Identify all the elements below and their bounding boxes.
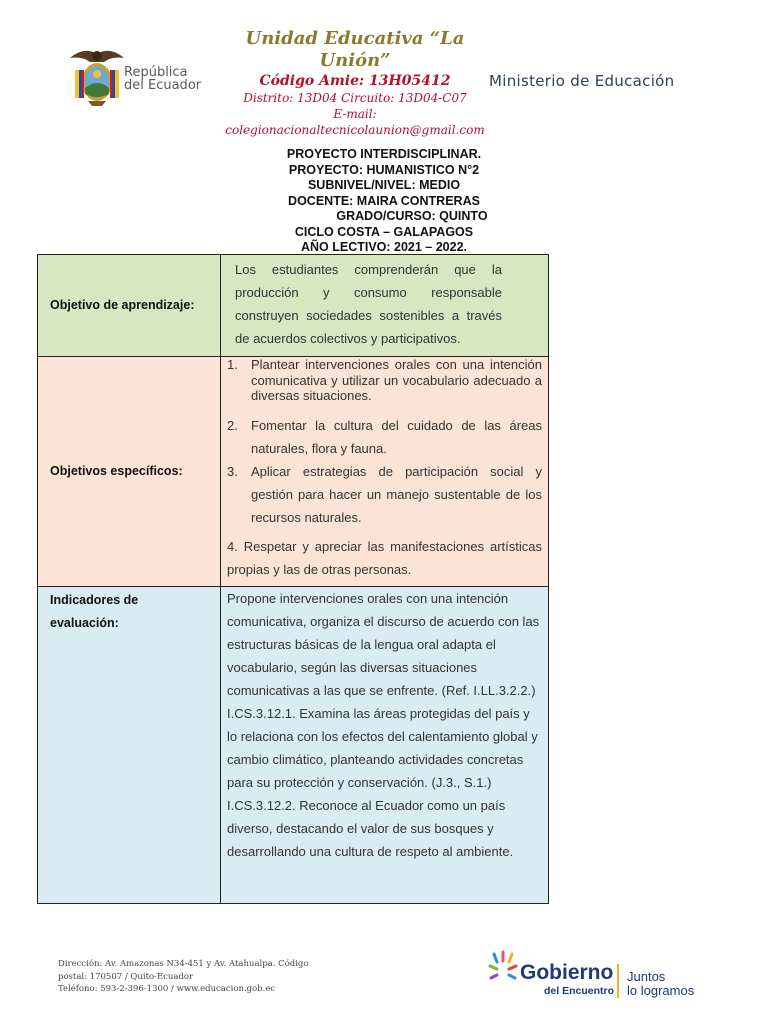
title-line: GRADO/CURSO: QUINTO [336,209,488,223]
list-text: Plantear intervenciones orales con una intención comunicativa y utilizar un vocabulario adecuado a diversas situaciones. [251,357,542,403]
list-item [227,460,542,529]
gobierno-star-icon [488,950,518,996]
ecuador-line: del Ecuador [124,78,202,93]
project-title-block [250,147,518,256]
indicadores-content [221,587,549,904]
email-label: E-mail: [333,107,377,121]
slogan [627,970,694,998]
indicator-paragraph: I.CS.3.12.1. Examina las áreas protegidas del país y lo relaciona con los efectos del calentamiento global y cambio climático, planteando actividades concretas para su protección y conservación. (J.3., S.1.) [227,706,538,790]
title-line: PROYECTO: HUMANISTICO N°2 [288,162,480,177]
especificos-label: Objetivos específicos: [38,357,221,587]
list-item [227,414,542,460]
republica-del-ecuador-logo [124,66,201,92]
encuentro-text: del Encuentro [544,985,615,997]
title-line: SUBNIVEL/NIVEL: MEDIO [307,178,461,192]
title-line: CICLO COSTA – GALAPAGOS [294,224,474,239]
slogan-line-1: Juntos [627,969,666,984]
gobierno-text: Gobierno [520,961,614,984]
ecuador-coat-of-arms-icon [66,44,128,108]
title-line: DOCENTE: MAIRA CONTRERAS [288,193,480,208]
amie-code: Código Amie: 13H05412 [259,73,451,89]
indicator-paragraph: Propone intervenciones orales con una intención comunicativa, organiza el discurso de acuerdo con las estructuras básicas de la lengua oral adapta el vocabulario, según las diversas situaciones comunicativas a las que se enfrente. (Ref. I.LL.3.2.2.) [227,591,540,698]
indicator-paragraph: I.CS.3.12.2. Reconoce al Ecuador como un país diverso, destacando el valor de sus bosques y desarrollando una cultura de respeto al ambiente. [227,798,514,859]
list-text: Fomentar la cultura del cuidado de las áreas naturales, flora y fauna. [251,417,542,456]
ministry-name: Ministerio de Educación [489,72,675,90]
list-number: 3. [227,463,238,479]
school-name: Unidad Educativa “La Unión” [245,28,465,71]
district-circuit: Distrito: 13D04 Circuito: 13D04-C07 [243,91,467,105]
school-email: colegionacionaltecnicolaunion@gmail.com [225,123,485,137]
especificos-content [221,357,549,587]
school-header [210,28,500,138]
title-line: AÑO LECTIVO: 2021 – 2022. [300,240,468,254]
footer-address [58,958,328,996]
title-line: PROYECTO INTERDISCIPLINAR. [286,147,482,161]
gobierno-del-encuentro-logo [488,946,718,1004]
list-number: 1. [227,357,238,372]
table-row-objetivo [38,255,549,357]
list-number: 2. [227,417,238,433]
list-text: 4. Respetar y apreciar las manifestaciones artísticas propias y las de otras personas. [227,538,542,577]
list-text: Aplicar estrategias de participación social y gestión para hacer un manejo sustentable de los recursos naturales. [251,463,542,525]
table-row-especificos [38,357,549,587]
indicadores-label: Indicadores de evaluación: [38,587,221,904]
logo-divider [617,964,619,998]
slogan-line-2: lo logramos [627,983,695,998]
objetivo-text: Los estudiantes comprenderán que la producción y consumo responsable construyen sociedades sostenibles a través de acuerdos colectivos y participativos. [221,255,549,357]
phone-web-text: Teléfono: 593-2-396-1300 / www.educacion.gob.ec [58,984,276,994]
list-item [227,357,542,404]
project-table [37,254,549,904]
specific-objectives-list [227,357,542,581]
table-row-indicadores [38,587,549,904]
list-item [227,535,542,581]
objetivo-label: Objetivo de aprendizaje: [38,255,221,357]
republica-line: República [124,65,188,80]
address-text: Dirección: Av. Amazonas N34-451 y Av. Atahualpa. Código postal: 170507 / Quito-Ecuador [58,959,309,982]
